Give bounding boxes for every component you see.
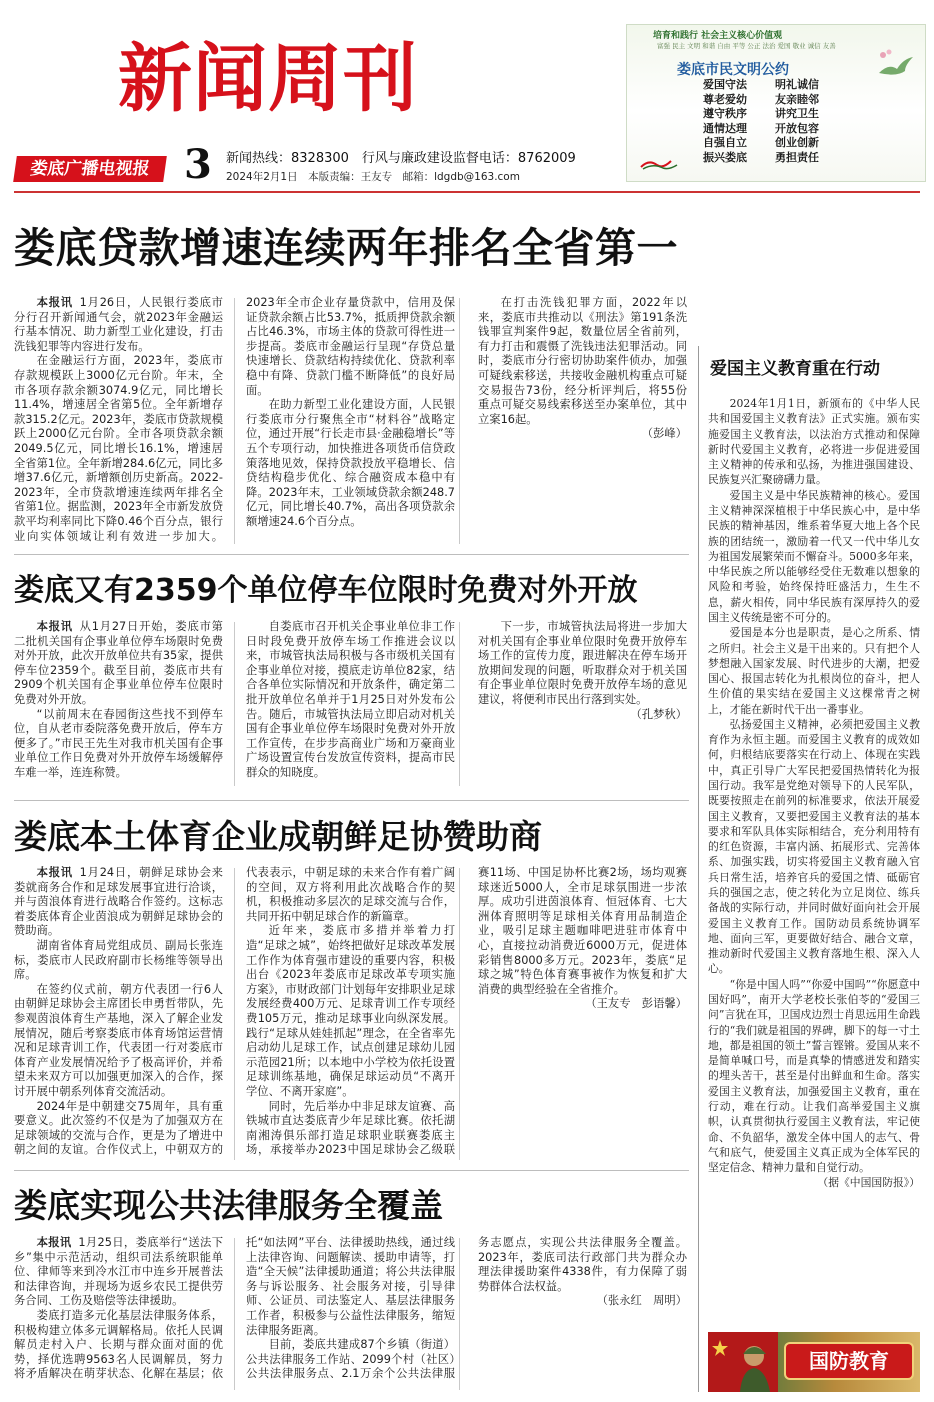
sidebar-paragraph: “你是中国人吗”“你爱中国吗”“你愿意中国好吗”，南开大学老校长张伯苓的“爱国三问”言犹在耳，卫国戍边烈士肖思远用生命践行的“我们就是祖国的界碑，脚下的每一寸土地，都是祖国的领土”誓言铿锵。爱国从来不是简单喊口号，而是真挚的情感迸发和踏实的埋头苦干，甚至是付出鲜血和生命。落实爱国主义教育法，加强爱国主义教育，重在行动，难在行动。让我们高举爱国主义旗帜，认真贯彻执行爱国主义教育法，牢记使命、不负韶华，激发全体中国人的志气、骨气和底气，使爱国主义真正成为全体军民的坚定信念、精神力量和自觉行动。 [708,977,920,1175]
civilization-convention-box [626,24,926,182]
article-paragraph: 在打击洗钱犯罪方面，2022年以来，娄底市共推动以《刑法》第191条洗钱罪宣判案件9起，数量位居全省前列，有力打击和震慑了洗钱违法犯罪活动。同时，娄底市分行密切协助案件侦办，加强可疑线索移送，共接收金融机构重点可疑交易报告73份，经分析评判后，将55份重点可疑交易线索移送至办案单位，其中立案16起。 [478,296,687,426]
convention-item: 创业创新 [775,136,819,149]
article-byline: （王友专 彭语馨） [585,997,687,1011]
column-divider [234,868,235,1160]
masthead-title: 新闻周刊 [118,36,418,122]
hotline: 新闻热线：8328300 行风与廉政建设监督电话：8762009 [226,151,576,166]
sidebar-divider [698,346,699,1392]
article-lead: 本报讯 [36,866,73,879]
core-values-heading: 培育和践行 社会主义核心价值观 [653,31,783,41]
sidebar-paragraph: 爱国主义是中华民族精神的核心。爱国主义精神深深植根于中华民族心中，是中华民族的精神基因，维系着华夏大地上各个民族的团结统一，激励着一代又一代中华儿女为祖国发展繁荣而不懈奋斗。5000多年来，中华民族之所以能够经受住无数难以想象的风险和考验，始终保持旺盛活力，生生不息，薪火相传，同中华民族有深厚持久的爱国主义传统是密不可分的。 [708,488,920,624]
sidebar-paragraph: 弘扬爱国主义精神，必须把爱国主义教育作为永恒主题。而爱国主义教育的成效如何，归根结底要落实在行动上、体现在实践中，真正引导广大军民把爱国热情转化为报国行动。我军是党绝对领导下的人民军队，既要按照走在前列的标准要求，依法开展爱国主义教育，又要把爱国主义教育法的基本要求和军队具体实际相结合，充分利用特有的红色资源，丰富内涵、拓展形式、完善体系、加强实践，切实将爱国主义教育融入官兵日常生活，培养官兵的爱国之情、砥砺官兵的强国之志，使之转化为立足岗位、练兵备战的实际行动，并同时做好面向社会开展爱国主义教育工作。国防动员系统协调军地、面向三军，更要做好结合、融合文章，推动新时代爱国主义教育落地生根、深入人心。 [708,717,920,976]
convention-items [703,79,847,164]
sidebar-headline: 爱国主义教育重在行动 [710,359,880,379]
defense-banner-title: 国防教育 [786,1344,912,1378]
article-lead: 本报讯 [36,620,73,633]
masthead-divider [14,191,920,193]
article-byline: （孔梦秋） [630,707,687,721]
column-divider [234,1238,235,1390]
article-paragraph: 同时，先后举办中非足球友谊赛、高铁城市直达娄底青少年足球比赛。依托湖南湘涛俱乐部打造足球职业联赛娄底主场，承接举办2023中国足球协会乙级联赛11场、中国足协杯比赛2场，场均观赛球迷近5000人，全市足球氛围进一步浓厚。成功引进茵浪体育、恒冠体育、七大洲体育照明等足球相关体育用品制造企业，吸引足球主题咖啡吧进驻市体育中心，直接拉动消费近6000万元，促进体彩销售8000多万元。2023年，娄底“足球之城”特色体育赛事被作为恢复和扩大消费的典型经验在全省推介。 [246,866,687,1157]
sidebar-paragraph: 爱国是本分也是职责，是心之所系、情之所归。社会主义是干出来的。只有把个人梦想融入国家发展、时代进步的大潮，把爱国心、报国志转化为扎根岗位的奋斗，把人生价值的果实结在爱国主义这棵常青之树上，才能在新时代干出一番事业。 [708,626,920,716]
column-divider [234,298,235,544]
convention-item: 友亲睦邻 [775,92,819,106]
convention-item: 勇担责任 [775,150,819,164]
section-divider [14,1170,689,1171]
article-paragraph: 在助力新型工业化建设方面，人民银行娄底市分行聚焦全市“材料谷”战略定位，通过开展“行长走市县·金融稳增长”等五个专项行动，加快推进各项货币信贷政策落地见效，保持贷款投放平稳增长、信贷结构稳步优化、综合融资成本稳中有降。2023年末，工业领域贷款余额248.7亿元，同比增长40.7%，高出各项贷款余额增速24.6个百分点。 [246,398,455,528]
convention-item: 自强自立 [703,136,747,149]
article-paragraph: 2024年是中朝建交75周年，具有重要意义。此次签约不仅是为了加强双方在足球领域的交流与合作，更是为了增进中朝之间的友谊。合作仪式上，中朝双方的代表表示，中朝足球的未来合作有着广阔的空间，双方将利用此次战略合作的契机，积极推动多层次的足球交流与合作，共同开拓中朝足球合作的新篇章。 [14,866,455,1157]
convention-title: 娄底市民文明公约 [677,62,789,78]
column-divider [459,622,460,786]
sidebar-paragraph: 2024年1月1日，新颁布的《中华人民共和国爱国主义教育法》正式实施。颁布实施爱国主义教育法，以法治方式推动和保障新时代爱国主义教育，必将进一步促进爱国主义精神的传承和弘扬，为推进强国建设、民族复兴汇聚磅礴力量。 [708,397,920,487]
article-paragraph: 自娄底市召开机关企事业单位非工作日时段免费开放停车场工作推进会议以来，市城管执法局积极与各市级机关国有企事业单位对接，摸底走访单位82家，结合各单位实际情况和开放条件，确定第二批开放单位名单并于1月25日对外发布公告。随后，市城管执法局立即启动对机关国有企事业单位停车场限时免费对外开放工作宣传，在步步高商业广场和万豪商业广场设置宣传台发放宣传资料，提高市民群众的知晓度。 [246,620,455,779]
convention-item: 尊老爱幼 [703,92,747,106]
article-paragraph: 本报讯 1月26日，人民银行娄底市分行召开新闻通气会，就2023年金融运行基本情况、助力新型工业化建设，打击洗钱犯罪等内容进行发布。 [14,296,223,353]
article-paragraph: 娄底打造多元化基层法律服务体系，积极构建立体多元调解格局。依托人民调解员走村入户、长期与群众面对面的优势，择优选聘9563名人民调解员，努力将矛盾解决在萌芽状态、化解在基层；依托“如法网”平台、法律援助热线，通过线上法律咨询、问题解读、援助申请等，打造“全天候”法律援助通道；将公共法律服务与诉讼服务、社会服务对接，引导律师、公证员、司法鉴定人、基层法律服务工作者，积极参与公益性法律服务，缩短法律服务距离。 [14,1236,455,1381]
flag-soldier-icon [708,1332,778,1392]
article-paragraph: “以前周末在春园街这些找不到停车位，自从老市委院落免费开放后，停车方便多了。”市民王先生对我市机关国有企事业单位工作日免费对外开放停车场缓解停车难一举，连连称赞。 [14,707,223,779]
article-3-body [14,866,687,1162]
column-divider [459,298,460,544]
article-paragraph: 本报讯 1月25日，娄底举行“送法下乡”集中示范活动，组织司法系统职能单位、律师等来到冷水江市中连乡开展普法和法律咨询，并现场为返乡农民工提供劳务合同、工伤及赔偿等法律援助。 [14,1236,223,1308]
sidebar-body [708,396,920,1324]
convention-item: 开放包容 [775,121,819,135]
article-2-body [14,620,687,788]
article-byline: （张永红 周明） [596,1294,687,1308]
convention-item: 讲究卫生 [775,107,819,120]
page-number: 3 [184,141,212,188]
article-paragraph: 本报讯 从1月27日开始，娄底市第二批机关国有企事业单位停车场限时免费对外开放，此次开放单位共有35家，提供停车位2359个。截至目前，娄底市共有2909个机关国有企事业单位停车位限时免费对外开放。 [14,620,223,706]
convention-item: 爱国守法 [703,78,747,91]
convention-item: 通情达理 [703,121,747,135]
article-4-headline: 娄底实现公共法律服务全覆盖 [14,1186,443,1225]
convention-item: 遵守秩序 [703,107,747,120]
article-paragraph: 下一步，市城管执法局将进一步加大对机关国有企事业单位限时免费开放停车场工作的宣传力度，跟进解决在停车场开放期间发现的问题，听取群众对于机关国有企事业单位限时免费开放停车场的意见建议，将便利市民出行落到实处。 [478,620,687,706]
column-divider [234,622,235,786]
article-3-headline: 娄底本土体育企业成朝鲜足协赞助商 [14,817,542,856]
column-divider [459,1238,460,1390]
article-paragraph: 近年来，娄底市多措并举着力打造“足球之城”，始终把做好足球改革发展工作作为体育强市建设的重要内容，积极出台《2023年娄底市足球改革专项实施方案》，市财政部门计划每年安排职业足球发展经费400万元、足球青训工作专项经费105万元，推动足球事业向纵深发展。践行“足球从娃娃抓起”理念，在全省率先启动幼儿足球工作，试点创建足球幼儿园示范园21所；以本地中小学校为依托设置足球训练基地，确保足球运动员“不离开学位、不离开家庭”。 [246,924,455,1098]
article-paragraph: 在金融运行方面，2023年，娄底市存款规模跃上3000亿元台阶。年末，全市各项存款余额3074.9亿元，同比增长11.4%，增速居全省第5位。全年新增存款315.2亿元。2023年，娄底市贷款规模跃上2000亿元台阶。全市各项贷款余额2049.5亿元，同比增长16.1%，增速居全省第1位。全年新增284.6亿元，同比多增37.6亿元，新增额创历史新高。2022-2023年，全市贷款增速连续两年排名全省第1位。据监测，2023年全市新发放贷款平均利率同比下降0.46个百分点，银行业向实体领域让利有效进一步加大。2023年全市企业存量贷款中，信用及保证贷款余额占比53.7%，抵质押贷款余额占比46.3%，市场主体的贷款可得性进一步提高。娄底市金融运行呈现“存贷总量快速增长、贷款结构持续优化、贷款利率稳中有降、贷款门槛不断降低”的良好局面。 [14,296,455,543]
article-paragraph: 目前，娄底共建成87个乡镇（街道）公共法律服务工作站、2099个村（社区）公共法律服务点、2.1万余个公共法律服务志愿点，实现公共法律服务全覆盖。2023年，娄底司法行政部门共为群众办理法律援助案件4338件，有力保障了弱势群体合法权益。 [246,1236,687,1381]
article-byline: （彭峰） [641,427,687,441]
article-paragraph: 在签约仪式前，朝方代表团一行6人由朝鲜足球协会主席团长申勇哲带队，先参观茵浪体育生产基地，深入了解企业发展情况，随后考察娄底市体育场馆运营情况和足球青训工作，代表团一行对娄底市体育产业发展情况给予了极高评价，并希望未来双方可以加强更加深入的合作，探讨开展中朝系列体育交流活动。 [14,982,223,1098]
section-divider [14,554,689,555]
article-paragraph: 本报讯 1月24日，朝鲜足球协会来娄就商务合作和足球发展事宜进行洽谈，并与茵浪体育进行战略合作签约。这标志着娄底体育企业茵浪成为朝鲜足球协会的赞助商。 [14,866,223,938]
core-values-list: 富强 民主 文明 和谐 自由 平等 公正 法治 爱国 敬业 诚信 友善 [657,42,836,50]
article-4-body [14,1236,687,1392]
sidebar-source: （据《中国国防报》） [817,1176,920,1190]
city-logo-icon [639,157,679,171]
national-defense-banner [708,1332,920,1392]
article-paragraph: 湖南省体育局党组成员、副局长张连标，娄底市人民政府副市长杨维等领导出席。 [14,938,223,982]
convention-item: 明礼诚信 [775,78,819,91]
convention-item: 振兴娄底 [703,150,747,164]
section-divider [14,800,689,801]
article-lead: 本报讯 [36,1236,72,1249]
article-1-body [14,296,687,546]
article-1-headline: 娄底贷款增速连续两年排名全省第一 [14,224,678,272]
issue-line: 2024年2月1日 本版责编：王友专 邮箱：ldgdb@163.com [226,171,520,183]
article-lead: 本报讯 [36,296,73,309]
station-name: 娄底广播电视报 [13,156,167,182]
column-divider [459,868,460,1160]
article-2-headline: 娄底又有2359个单位停车位限时免费对外开放 [14,573,638,608]
bird-icon [875,47,915,87]
